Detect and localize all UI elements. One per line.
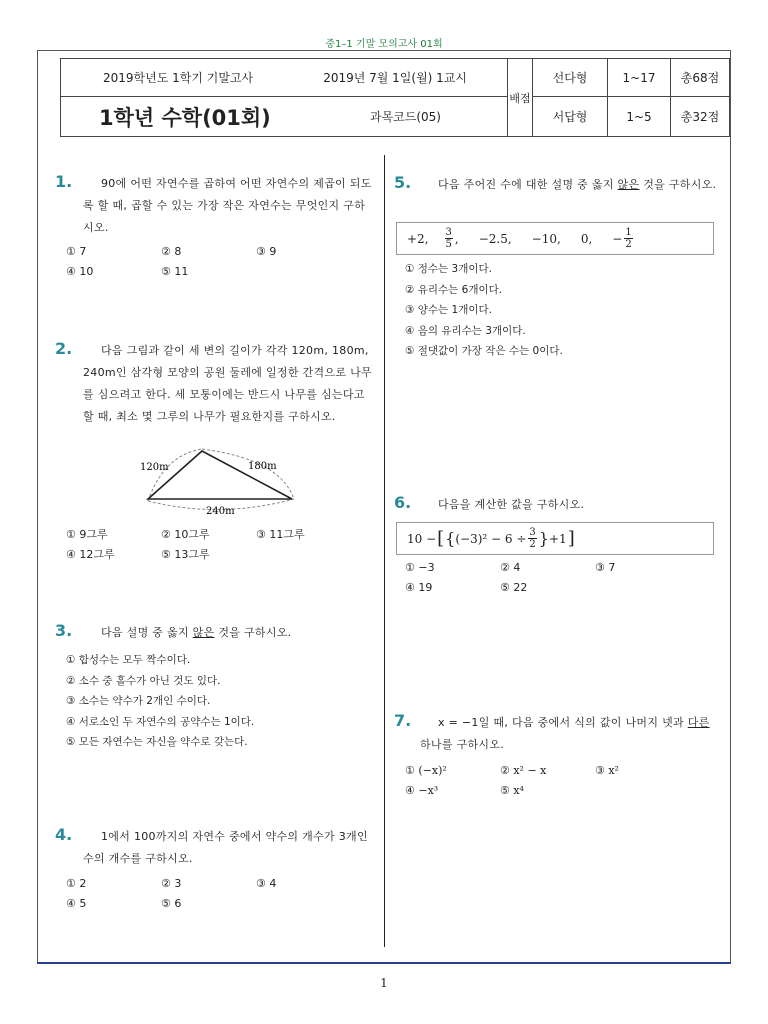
- q7-choice-1[interactable]: ① (−x)²: [405, 764, 447, 777]
- bottom-rule: [37, 962, 731, 964]
- q2-choice-3[interactable]: ③ 11그루: [256, 528, 305, 541]
- range-mc: 1~17: [608, 59, 671, 97]
- page-number: 1: [380, 976, 388, 990]
- triangle-shape: [148, 451, 292, 499]
- q3-statement-2[interactable]: ② 소수 중 홀수가 아닌 것도 있다.: [66, 674, 221, 687]
- q4-choice-4[interactable]: ④ 5: [66, 897, 87, 910]
- q3-text: 다음 설명 중 옳지 않은 것을 구하시오.: [101, 626, 292, 639]
- q1-choice-1[interactable]: ① 7: [66, 245, 87, 258]
- q6-expression-box: 10 − [ { (−3)² − 6 ÷ $\frac{3}{2}$ } +1 ]: [396, 522, 714, 555]
- subject-code: 과목코드(05): [369, 110, 441, 124]
- q3-statement-5[interactable]: ⑤ 모든 자연수는 자신을 약수로 갖는다.: [66, 736, 248, 748]
- q4-number: 4.: [55, 825, 73, 844]
- exam-title: 1학년 수학(01회): [99, 105, 271, 130]
- q5-text: 다음 주어진 수에 대한 설명 중 옳지 않은 것을 구하시오.: [438, 178, 717, 191]
- q4-choice-5[interactable]: ⑤ 6: [161, 897, 182, 910]
- q5-number: 5.: [394, 173, 412, 192]
- label-120m: 120m: [140, 462, 169, 473]
- q4-choice-2[interactable]: ② 3: [161, 877, 182, 890]
- q1-text: 90에 어떤 자연수를 곱하여 어떤 자연수의 제곱이 되도록 할 때, 곱할 수 있는 가장 작은 자연수는 무엇인지 구하시오.: [83, 177, 372, 234]
- q4-choices: [66, 874, 351, 914]
- q2-number: 2.: [55, 339, 73, 358]
- label-180m: 180m: [248, 461, 277, 472]
- q5-statement-1[interactable]: ① 정수는 3개이다.: [405, 263, 492, 275]
- q2-text: 다음 그림과 같이 세 변의 길이가 각각 120m, 180m, 240m인 삼각형 모양의 공원 둘레에 일정한 간격으로 나무를 심으려고 한다. 세 모퉁이에는 반드시 나무를 심는다고 할 때, 최소 몇 그루의 나무가 필요한지를 구하시오.: [83, 344, 372, 423]
- total-sa: 총32점: [671, 97, 730, 137]
- q3-underline: 않은: [192, 626, 215, 639]
- q7-choices: [405, 761, 690, 801]
- q6-fraction: $\frac{3}{2}$: [529, 527, 536, 550]
- q5-number-box: +2, $\frac{3}{5}$ , −2.5, −10, 0, − $\frac{1}{2}$: [396, 222, 714, 255]
- q6-text: 다음을 계산한 값을 구하시오.: [438, 498, 585, 511]
- range-sa: 1~5: [608, 97, 671, 137]
- q2-choices: [66, 525, 351, 565]
- q6-choice-1[interactable]: ① −3: [405, 561, 435, 574]
- q1-choices: [66, 242, 351, 282]
- q7-choice-5[interactable]: ⑤ x⁴: [500, 784, 524, 797]
- total-mc: 총68점: [671, 59, 730, 97]
- type-sa: 서답형: [533, 97, 608, 137]
- q7-text: x = −1일 때, 다음 중에서 식의 값이 나머지 넷과 다른 하나를 구하시오.: [420, 716, 710, 751]
- score-label: 배점: [508, 59, 533, 137]
- q7-choice-4[interactable]: ④ −x³: [405, 784, 439, 797]
- exam-info-cell: [61, 59, 508, 97]
- q6-choices: [405, 558, 690, 598]
- q3-statement-3[interactable]: ③ 소수는 약수가 2개인 수이다.: [66, 695, 211, 707]
- q1-choice-4[interactable]: ④ 10: [66, 265, 94, 278]
- q2-choice-1[interactable]: ① 9그루: [66, 528, 108, 541]
- q5-statement-5[interactable]: ⑤ 절댓값이 가장 작은 수는 0이다.: [405, 345, 563, 357]
- q3-number: 3.: [55, 621, 73, 640]
- q5-statement-3[interactable]: ③ 양수는 1개이다.: [405, 304, 492, 316]
- q7-choice-2[interactable]: ② x² − x: [500, 764, 547, 777]
- q1-choice-3[interactable]: ③ 9: [256, 245, 277, 258]
- q5-statement-2[interactable]: ② 유리수는 6개이다.: [405, 283, 503, 296]
- q6-number: 6.: [394, 493, 412, 512]
- q3-statement-1[interactable]: ① 합성수는 모두 짝수이다.: [66, 654, 191, 666]
- q5-fraction-1: $\frac{3}{5}$: [445, 227, 452, 250]
- triangle-figure: [140, 445, 300, 517]
- label-240m: 240m: [206, 506, 235, 517]
- q5-fraction-2: $\frac{1}{2}$: [625, 227, 632, 250]
- q7-underline: 다른: [687, 716, 710, 729]
- q7-choice-3[interactable]: ③ x²: [595, 764, 619, 777]
- q4-choice-1[interactable]: ① 2: [66, 877, 87, 890]
- q1-choice-5[interactable]: ⑤ 11: [161, 265, 189, 278]
- q5-statement-4[interactable]: ④ 음의 유리수는 3개이다.: [405, 324, 526, 337]
- q1-number: 1.: [55, 172, 73, 191]
- q3-statements: [66, 650, 254, 753]
- type-mc: 선다형: [533, 59, 608, 97]
- q2-choice-4[interactable]: ④ 12그루: [66, 548, 115, 561]
- q6-choice-3[interactable]: ③ 7: [595, 561, 616, 574]
- q4-text: 1에서 100까지의 자연수 중에서 약수의 개수가 3개인 수의 개수를 구하시오.: [83, 830, 368, 865]
- exam-name: 2019학년도 1학기 기말고사: [103, 71, 254, 85]
- q5-underline: 않은: [617, 178, 640, 191]
- exam-date: 2019년 7월 1일(월) 1교시: [323, 71, 467, 85]
- q1-choice-2[interactable]: ② 8: [161, 245, 182, 258]
- q6-choice-2[interactable]: ② 4: [500, 561, 521, 574]
- title-cell: [61, 97, 508, 137]
- q2-choice-2[interactable]: ② 10그루: [161, 528, 210, 541]
- top-header: 중1–1 기말 모의고사 01회: [325, 39, 443, 50]
- exam-info-table: [60, 58, 730, 137]
- q4-choice-3[interactable]: ③ 4: [256, 877, 277, 890]
- q5-statements: [405, 259, 563, 362]
- q6-choice-5[interactable]: ⑤ 22: [500, 581, 528, 594]
- q7-number: 7.: [394, 711, 412, 730]
- q6-choice-4[interactable]: ④ 19: [405, 581, 433, 594]
- column-divider: [384, 155, 385, 947]
- q2-choice-5[interactable]: ⑤ 13그루: [161, 548, 210, 561]
- q3-statement-4[interactable]: ④ 서로소인 두 자연수의 공약수는 1이다.: [66, 715, 255, 728]
